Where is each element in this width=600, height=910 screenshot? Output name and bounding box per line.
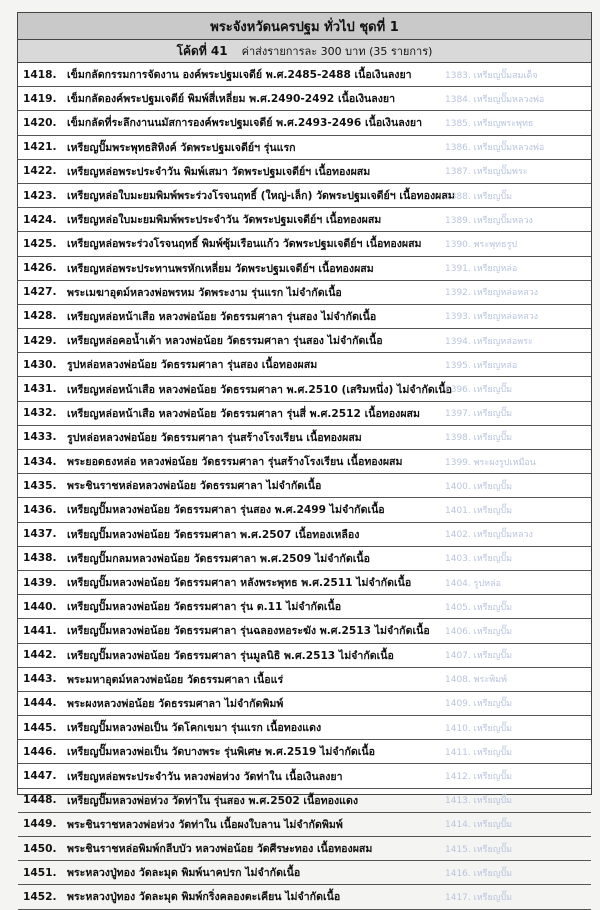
show-through-text: 1386. เหรียญปั๊มหลวงพ่อ xyxy=(445,143,545,154)
item-description: เหรียญปั๊มพระพุทธสิหิงค์ วัดพระปฐมเจดีย์ฯ รุ่นแรก xyxy=(67,141,296,154)
item-description: เหรียญหล่อพระร่วงโรจนฤทธิ์ พิมพ์ซุ้มเรือนแก้ว วัดพระปฐมเจดีย์ฯ เนื้อทองผสม xyxy=(67,238,422,251)
item-number: 1450. xyxy=(23,842,57,855)
item-number: 1429. xyxy=(23,334,57,347)
item-description: เหรียญปั๊มหลวงพ่อน้อย วัดธรรมศาลา หลังพระพุทธ พ.ศ.2511 ไม่จำกัดเนื้อ xyxy=(67,577,412,590)
list-item xyxy=(18,305,591,329)
item-description: เหรียญหล่อพระประจำวัน พิมพ์เสมา วัดพระปฐมเจดีย์ฯ เนื้อทองผสม xyxy=(67,165,371,178)
item-description: เหรียญหล่อใบมะยมพิมพ์พระร่วงโรจนฤทธิ์ (ใหญ่-เล็ก) วัดพระปฐมเจดีย์ฯ เนื้อทองผสม xyxy=(67,190,455,203)
item-description: เหรียญหล่อคอน้ำเต้า หลวงพ่อน้อย วัดธรรมศาลา รุ่นสอง ไม่จำกัดเนื้อ xyxy=(67,335,383,348)
item-number: 1435. xyxy=(23,479,57,492)
item-description: พระผงหลวงพ่อน้อย วัดธรรมศาลา ไม่จำกัดพิมพ์ xyxy=(67,697,284,710)
item-number: 1440. xyxy=(23,600,57,613)
list-item xyxy=(18,764,591,788)
item-number: 1442. xyxy=(23,649,57,662)
item-description: พระยอดธงหล่อ หลวงพ่อน้อย วัดธรรมศาลา รุ่นสร้างโรงเรียน เนื้อทองผสม xyxy=(67,456,403,469)
item-description: เหรียญปั๊มหลวงพ่อน้อย วัดธรรมศาลา พ.ศ.2507 เนื้อทองเหลือง xyxy=(67,528,360,541)
show-through-text: 1390. พระพุทธรูป xyxy=(445,239,518,250)
item-number: 1418. xyxy=(23,68,57,81)
item-description: พระมหาอุตม์หลวงพ่อน้อย วัดธรรมศาลา เนื้อแร่ xyxy=(67,673,284,686)
item-number: 1448. xyxy=(23,794,57,807)
show-through-text: 1406. เหรียญปั๊ม xyxy=(445,626,513,637)
item-description: เหรียญปั๊มหลวงพ่อน้อย วัดธรรมศาลา รุ่นสอง พ.ศ.2499 ไม่จำกัดเนื้อ xyxy=(67,504,385,517)
item-number: 1437. xyxy=(23,528,57,541)
show-through-text: 1405. เหรียญปั๊ม xyxy=(445,602,513,613)
list-item xyxy=(18,353,591,377)
item-description: เหรียญปั๊มหลวงพ่อน้อย วัดธรรมศาลา รุ่น ต.11 ไม่จำกัดเนื้อ xyxy=(67,601,342,614)
item-description: เหรียญปั๊มหลวงพ่อน้อย วัดธรรมศาลา รุ่นฉลองหอระฆัง พ.ศ.2513 ไม่จำกัดเนื้อ xyxy=(67,625,430,638)
list-item xyxy=(18,523,591,547)
list-item xyxy=(18,450,591,474)
item-number: 1427. xyxy=(23,286,57,299)
show-through-text: 1404. รูปหล่อ xyxy=(445,578,502,589)
item-description: พระหลวงปู่ทอง วัดละมุด พิมพ์นาคปรก ไม่จำกัดเนื้อ xyxy=(67,867,301,880)
list-item xyxy=(18,716,591,740)
item-description: เหรียญหล่อพระประทานพรหักเหลี่ยม วัดพระปฐมเจดีย์ฯ เนื้อทองผสม xyxy=(67,262,374,275)
item-number: 1432. xyxy=(23,407,57,420)
item-description: พระหลวงปู่ทอง วัดละมุด พิมพ์กริ่งคลองตะเคียน ไม่จำกัดเนื้อ xyxy=(67,891,341,904)
list-item xyxy=(18,571,591,595)
show-through-text: 1393. เหรียญหล่อหลวง xyxy=(445,312,539,323)
list-item xyxy=(18,63,591,87)
list-item xyxy=(18,281,591,305)
show-through-text: 1387. เหรียญปั๊มพระ xyxy=(445,167,528,178)
list-item xyxy=(18,232,591,256)
item-number: 1434. xyxy=(23,455,57,468)
item-description: พระเมฆาอุตม์หลวงพ่อพรหม วัดพระงาม รุ่นแรก ไม่จำกัดเนื้อ xyxy=(67,286,342,299)
list-item xyxy=(18,619,591,643)
show-through-text: 1411. เหรียญปั๊ม xyxy=(445,747,513,758)
list-item xyxy=(18,257,591,281)
item-number: 1420. xyxy=(23,116,57,129)
list-item xyxy=(18,885,591,909)
show-through-text: 1400. เหรียญปั๊ม xyxy=(445,481,513,492)
show-through-text: 1391. เหรียญหล่อ xyxy=(445,264,518,275)
item-number: 1425. xyxy=(23,237,57,250)
item-description: เหรียญปั๊มหลวงพ่อเป็น วัดโคกเขมา รุ่นแรก เนื้อทองแดง xyxy=(67,722,322,735)
page-title xyxy=(18,13,591,40)
list-item xyxy=(18,498,591,522)
list-item xyxy=(18,87,591,111)
item-number: 1441. xyxy=(23,624,57,637)
show-through-text: 1413. เหรียญปั๊ม xyxy=(445,796,513,807)
show-through-text: 1408. พระพิมพ์ xyxy=(445,675,508,686)
show-through-text: 1407. เหรียญปั๊ม xyxy=(445,651,513,662)
item-number: 1424. xyxy=(23,213,57,226)
item-number: 1444. xyxy=(23,697,57,710)
item-number: 1443. xyxy=(23,673,57,686)
show-through-text: 1417. เหรียญปั๊ม xyxy=(445,892,513,903)
show-through-text: 1385. เหรียญพระพุทธ xyxy=(445,118,534,129)
item-description: เหรียญหล่อหน้าเสือ หลวงพ่อน้อย วัดธรรมศาลา รุ่นสี่ พ.ศ.2512 เนื้อทองผสม xyxy=(67,407,420,420)
show-through-text: 1403. เหรียญปั๊ม xyxy=(445,554,513,565)
show-through-text: 1389. เหรียญปั๊มหลวง xyxy=(445,215,533,226)
item-description: เข็มกลัดกรรมการจัดงาน องค์พระปฐมเจดีย์ พ.ศ.2485-2488 เนื้อเงินลงยา xyxy=(67,69,412,82)
list-item xyxy=(18,644,591,668)
section-code: โค้ดที่ 41 xyxy=(176,43,228,58)
list-item xyxy=(18,789,591,813)
item-number: 1438. xyxy=(23,552,57,565)
show-through-text: 1412. เหรียญปั๊ม xyxy=(445,772,513,783)
list-item xyxy=(18,474,591,498)
item-description: รูปหล่อหลวงพ่อน้อย วัดธรรมศาลา รุ่นสร้างโรงเรียน เนื้อทองผสม xyxy=(67,431,362,444)
item-number: 1430. xyxy=(23,358,57,371)
show-through-text: 1414. เหรียญปั๊ม xyxy=(445,820,513,831)
item-description: รูปหล่อหลวงพ่อน้อย วัดธรรมศาลา รุ่นสอง เนื้อทองผสม xyxy=(67,359,318,372)
item-description: เหรียญปั๊มกลมหลวงพ่อน้อย วัดธรรมศาลา พ.ศ.2509 ไม่จำกัดเนื้อ xyxy=(67,552,370,565)
item-number: 1436. xyxy=(23,503,57,516)
item-number: 1433. xyxy=(23,431,57,444)
item-description: พระชินราชหล่อพิมพ์กลีบบัว หลวงพ่อน้อย วัดศีรษะทอง เนื้อทองผสม xyxy=(67,843,373,856)
item-description: พระชินราชหลวงพ่อห่วง วัดท่าใน เนื้อผงใบลาน ไม่จำกัดพิมพ์ xyxy=(67,818,343,831)
show-through-text: 1383. เหรียญปั๊มสมเด็จ xyxy=(445,70,538,81)
item-number: 1452. xyxy=(23,890,57,903)
item-number: 1447. xyxy=(23,770,57,783)
item-list xyxy=(18,63,591,910)
item-number: 1449. xyxy=(23,818,57,831)
list-item xyxy=(18,837,591,861)
list-item xyxy=(18,377,591,401)
item-number: 1446. xyxy=(23,745,57,758)
list-item xyxy=(18,208,591,232)
list-item xyxy=(18,329,591,353)
list-item xyxy=(18,402,591,426)
show-through-text: 1394. เหรียญหล่อพระ xyxy=(445,336,533,347)
show-through-text: 1398. เหรียญปั๊ม xyxy=(445,433,513,444)
item-description: เหรียญหล่อใบมะยมพิมพ์พระประจำวัน วัดพระปฐมเจดีย์ฯ เนื้อทองผสม xyxy=(67,214,382,227)
show-through-text: 1392. เหรียญหล่อหลวง xyxy=(445,288,539,299)
item-description: เหรียญปั๊มหลวงพ่อเป็น วัดบางพระ รุ่นพิเศษ พ.ศ.2519 ไม่จำกัดเนื้อ xyxy=(67,746,376,759)
item-description: เหรียญปั๊มหลวงพ่อน้อย วัดธรรมศาลา รุ่นมูลนิธิ พ.ศ.2513 ไม่จำกัดเนื้อ xyxy=(67,649,394,662)
list-item xyxy=(18,668,591,692)
item-number: 1419. xyxy=(23,92,57,105)
item-number: 1421. xyxy=(23,141,57,154)
item-number: 1431. xyxy=(23,383,57,396)
list-item xyxy=(18,111,591,135)
show-through-text: 1415. เหรียญปั๊ม xyxy=(445,844,513,855)
item-number: 1428. xyxy=(23,310,57,323)
show-through-text: 1399. พระผงรูปเหมือน xyxy=(445,457,536,468)
show-through-text: 1397. เหรียญปั๊ม xyxy=(445,409,513,420)
list-item xyxy=(18,426,591,450)
item-description: เหรียญหล่อพระประจำวัน หลวงพ่อห่วง วัดท่าใน เนื้อเงินลงยา xyxy=(67,770,343,783)
item-description: เหรียญหล่อหน้าเสือ หลวงพ่อน้อย วัดธรรมศาลา รุ่นสอง ไม่จำกัดเนื้อ xyxy=(67,310,377,323)
page-title-text: พระจังหวัดนครปฐม ทั่วไป ชุดที่ 1 xyxy=(210,19,399,35)
show-through-text: 1416. เหรียญปั๊ม xyxy=(445,868,513,879)
show-through-text: 1396. เหรียญปั๊ม xyxy=(445,385,513,396)
item-description: เข็มกลัดองค์พระปฐมเจดีย์ พิมพ์สี่เหลี่ยม พ.ศ.2490-2492 เนื้อเงินลงยา xyxy=(67,93,396,106)
item-description: เข็มกลัดที่ระลึกงานนมัสการองค์พระปฐมเจดีย์ พ.ศ.2493-2496 เนื้อเงินลงยา xyxy=(67,117,423,130)
item-number: 1422. xyxy=(23,165,57,178)
document-page xyxy=(17,12,592,904)
item-description: พระชินราชหล่อหลวงพ่อน้อย วัดธรรมศาลา ไม่จำกัดเนื้อ xyxy=(67,480,322,493)
list-item xyxy=(18,595,591,619)
item-number: 1423. xyxy=(23,189,57,202)
list-item xyxy=(18,692,591,716)
item-description: เหรียญปั๊มหลวงพ่อห่วง วัดท่าใน รุ่นสอง พ.ศ.2502 เนื้อทองแดง xyxy=(67,794,359,807)
list-item xyxy=(18,740,591,764)
show-through-text: 1395. เหรียญหล่อ xyxy=(445,360,518,371)
show-through-text: 1388. เหรียญปั๊ม xyxy=(445,191,513,202)
item-number: 1426. xyxy=(23,262,57,275)
list-item xyxy=(18,547,591,571)
section-subtitle-text: ค่าส่งรายการละ 300 บาท (35 รายการ) xyxy=(241,45,433,58)
show-through-text: 1410. เหรียญปั๊ม xyxy=(445,723,513,734)
show-through-text: 1384. เหรียญปั๊มหลวงพ่อ xyxy=(445,94,545,105)
section-subtitle xyxy=(18,40,591,63)
item-number: 1451. xyxy=(23,866,57,879)
list-item xyxy=(18,136,591,160)
show-through-text: 1402. เหรียญปั๊มหลวง xyxy=(445,530,533,541)
show-through-text: 1401. เหรียญปั๊ม xyxy=(445,505,513,516)
show-through-text: 1409. เหรียญปั๊ม xyxy=(445,699,513,710)
item-number: 1445. xyxy=(23,721,57,734)
item-number: 1439. xyxy=(23,576,57,589)
list-item xyxy=(18,160,591,184)
list-item xyxy=(18,813,591,837)
list-item xyxy=(18,861,591,885)
list-item xyxy=(18,184,591,208)
item-description: เหรียญหล่อหน้าเสือ หลวงพ่อน้อย วัดธรรมศาลา พ.ศ.2510 (เสริมหนึ่ง) ไม่จำกัดเนื้อ xyxy=(67,383,453,396)
